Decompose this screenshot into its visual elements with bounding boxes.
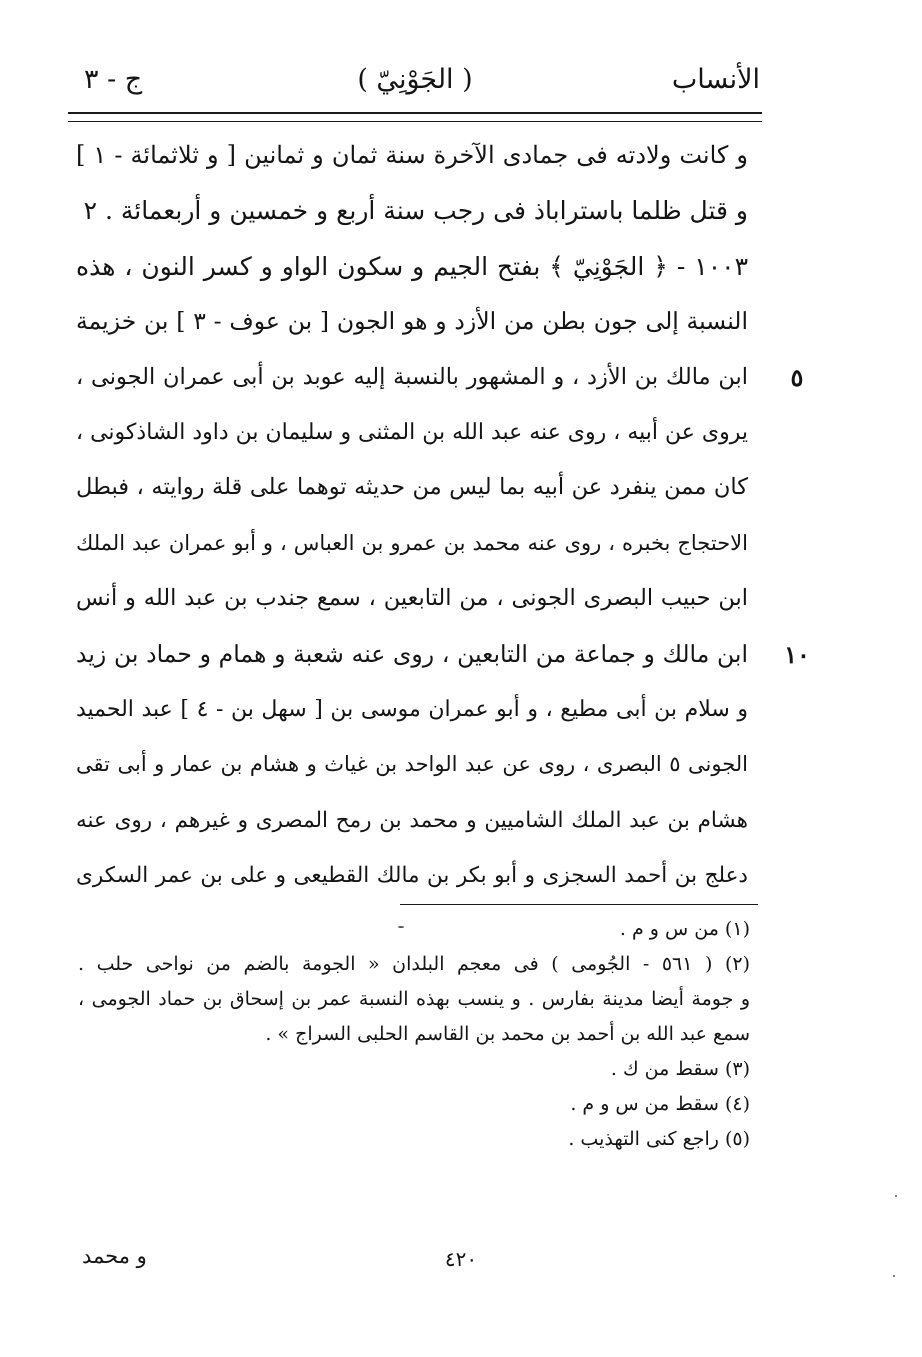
text-line: هشام بن عبد الملك الشاميين و محمد بن رمح المصرى و غيرهم ، روى عنه xyxy=(76,807,748,833)
text-line: يروى عن أبيه ، روى عنه عبد الله بن المثنى و سليمان بن داود الشاذكونى ، xyxy=(76,419,748,445)
print-speck xyxy=(398,926,404,928)
footnote: (٥) راجع كنى التهذيب . xyxy=(568,1128,750,1150)
footnote-continuation: و جومة أيضا مدينة بفارس . و ينسب بهذه النسبة عمر بن إسحاق بن حماد الجومى ، xyxy=(78,988,750,1010)
text-line: ابن حبيب البصرى الجونى ، من التابعين ، سمع جندب بن عبد الله و أنس xyxy=(76,585,748,612)
print-speck xyxy=(893,1275,895,1277)
header-book-title: الأنساب xyxy=(671,64,760,95)
footnote: (٢) ( ٥٦١ - الجُومى ) فى معجم البلدان « الجومة بالضم من نواحى حلب . xyxy=(78,953,750,975)
text-line: و كانت ولادته فى جمادى الآخرة سنة ثمان و ثمانين [ و ثلاثمائة - ١ ] xyxy=(76,141,748,169)
entry-heading-line: ١٠٠٣ - ﴿ الجَوْنِيّ ﴾ بفتح الجيم و سكون الواو و كسر النون ، هذه xyxy=(76,251,748,281)
page-number: ٤٢٠ xyxy=(444,1247,478,1271)
text-line: الاحتجاج بخبره ، روى عنه محمد بن عمرو بن العباس ، و أبو عمران عبد الملك xyxy=(76,530,748,555)
text-line: دعلج بن أحمد السجزى و أبو بكر بن مالك القطيعى و على بن عمر السكرى xyxy=(76,863,748,889)
text-line: ابن مالك و جماعة من التابعين ، روى عنه شعبة و همام و حماد بن زيد xyxy=(76,639,748,668)
text-line: النسبة إلى جون بطن من الأزد و هو الجون [ بن عوف - ٣ ] بن خزيمة xyxy=(76,307,748,336)
footnote-rule xyxy=(400,904,758,905)
header-entry-title: ( الجَوْنِيّ ) xyxy=(357,64,473,95)
print-speck xyxy=(895,1195,897,1197)
footnote: (١) من س و م . xyxy=(619,918,750,940)
footnote: (٤) سقط من س و م . xyxy=(570,1093,750,1115)
footnote: (٣) سقط من ك . xyxy=(610,1058,750,1080)
header-volume: ج - ٣ xyxy=(84,64,143,95)
running-header xyxy=(70,64,760,104)
text-line: ابن مالك بن الأزد ، و المشهور بالنسبة إليه عوبد بن أبى عمران الجونى ، xyxy=(76,363,748,390)
catchword: و محمد xyxy=(82,1244,147,1268)
footnote-continuation: سمع عبد الله بن أحمد بن محمد بن القاسم الحلبى السراج » . xyxy=(265,1023,750,1045)
line-number-marker: ٥ xyxy=(790,363,804,392)
header-rule-thin xyxy=(68,121,762,122)
text-line: كان ممن ينفرد عن أبيه بما ليس من حديثه توهما على قلة روايته ، فبطل xyxy=(76,474,748,501)
text-line: و سلام بن أبى مطيع ، و أبو عمران موسى بن [ سهل بن - ٤ ] عبد الحميد xyxy=(76,696,748,722)
header-rule-thick xyxy=(68,112,762,114)
text-line: الجونى ٥ البصرى ، روى عن عبد الواحد بن غياث و هشام بن عمار و أبى تقى xyxy=(76,752,748,777)
text-line: و قتل ظلما باستراباذ فى رجب سنة أربع و خمسين و أربعمائة . ٢ xyxy=(83,196,748,226)
main-text xyxy=(76,128,748,903)
footnotes xyxy=(78,912,750,1157)
line-number-marker: ١٠ xyxy=(784,640,810,669)
